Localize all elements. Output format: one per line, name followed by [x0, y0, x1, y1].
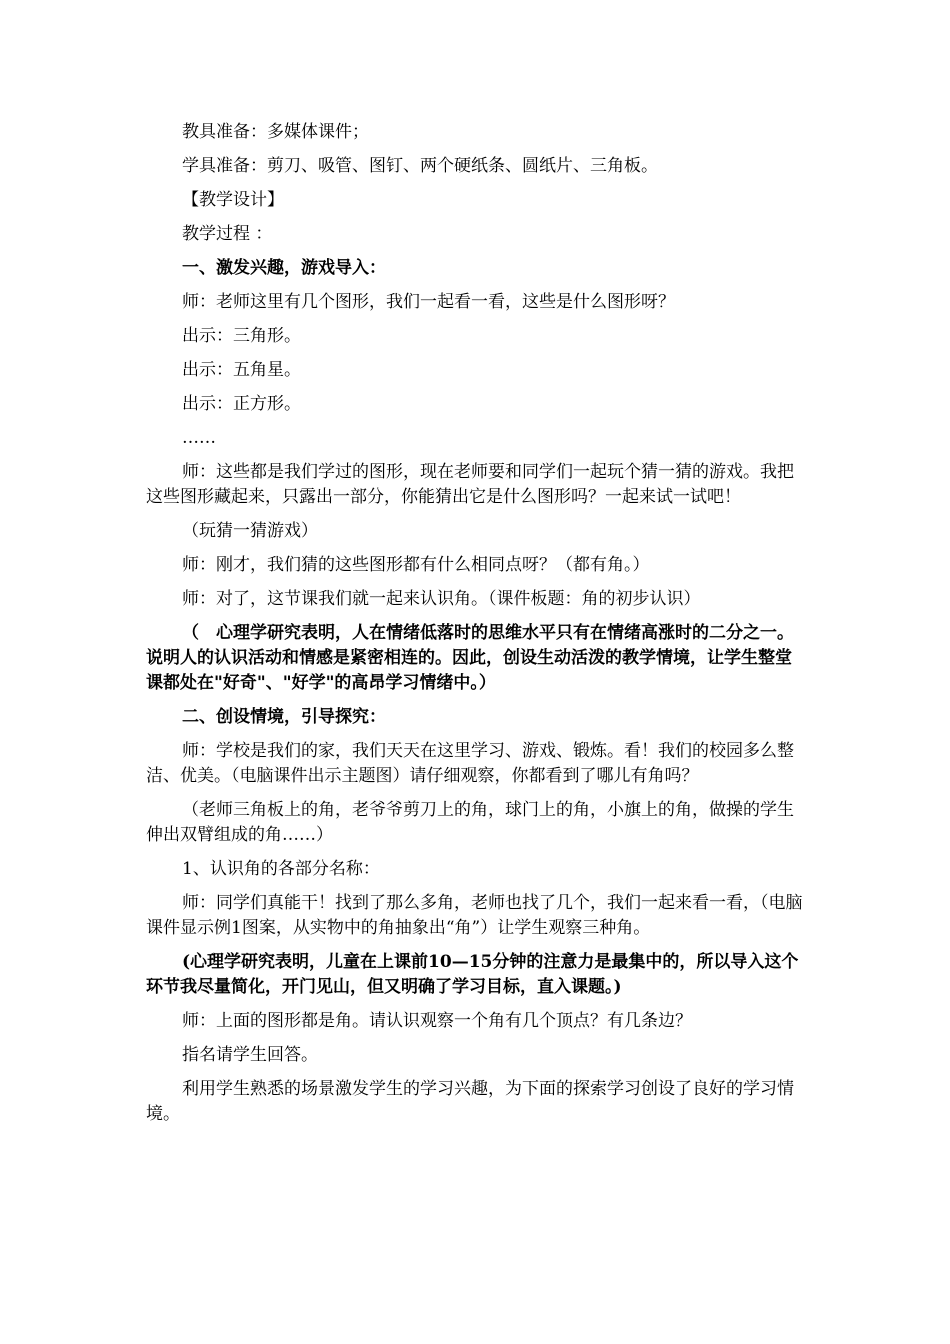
paragraph-learning-tools: 学具准备：剪刀、吸管、图钉、两个硬纸条、圆纸片、三角板。 — [182, 156, 658, 176]
paragraph-example-1: 师：同学们真能干！找到了那么多角，老师也找了几个，我们一起来看一看，（电脑课件显示例1图案，从实物中的角抽象出“角”）让学生观察三种角。 — [146, 893, 803, 938]
paragraph-angle-examples: （老师三角板上的角，老爷爷剪刀上的角，球门上的角，小旗上的角，做操的学生伸出双臂组成的角……） — [146, 800, 794, 845]
paragraph-common-point: 师：刚才，我们猜的这些图形都有什么相同点呀？（都有角。） — [182, 555, 650, 575]
section-heading-1: 一、激发兴趣，游戏导入： — [182, 258, 386, 278]
paragraph-reflection: 利用学生熟悉的场景激发学生的学习兴趣，为下面的探索学习创设了良好的学习情境。 — [146, 1079, 794, 1124]
paragraph-design-heading: 【教学设计】 — [182, 190, 284, 210]
paragraph-vertex-question: 师：上面的图形都是角。请认识观察一个角有几个顶点？有几条边？ — [182, 1011, 692, 1031]
paragraph-teacher-question: 师：老师这里有几个图形，我们一起看一看，这些是什么图形呀？ — [182, 292, 675, 312]
paragraph-ellipsis: …… — [182, 428, 216, 448]
paragraph-student-answer: 指名请学生回答。 — [182, 1045, 318, 1065]
paragraph-psychology-note-1: （ 心理学研究表明，人在情绪低落时的思维水平只有在情绪高涨时的二分之一。说明人的认识活动和情感是紧密相连的。因此，创设生动活泼的教学情境，让学生整堂课都处在"好奇"、"好学"的高昂学习情绪中。） — [146, 623, 794, 693]
paragraph-show-star: 出示：五角星。 — [182, 360, 301, 380]
paragraph-angle-parts: 1、认识角的各部分名称： — [182, 859, 380, 879]
paragraph-psychology-note-2: (心理学研究表明，儿童在上课前10—15分钟的注意力是最集中的，所以导入这个环节我尽量简化，开门见山，但又明确了学习目标，直入课题。) — [146, 952, 799, 997]
paragraph-game-intro: 师：这些都是我们学过的图形，现在老师要和同学们一起玩个猜一猜的游戏。我把这些图形藏起来，只露出一部分，你能猜出它是什么图形吗？一起来试一试吧！ — [146, 462, 794, 507]
paragraph-process-heading: 教学过程 ： — [182, 224, 273, 244]
paragraph-teaching-tools: 教具准备：多媒体课件； — [182, 122, 369, 142]
section-heading-2: 二、创设情境，引导探究： — [182, 707, 386, 727]
paragraph-show-triangle: 出示：三角形。 — [182, 326, 301, 346]
paragraph-school-scene: 师：学校是我们的家，我们天天在这里学习、游戏、锻炼。看！我们的校园多么整洁、优美。（电脑课件出示主题图）请仔细观察，你都看到了哪儿有角吗？ — [146, 741, 794, 786]
paragraph-play-game: （玩猜一猜游戏） — [182, 521, 318, 541]
paragraph-show-square: 出示：正方形。 — [182, 394, 301, 414]
paragraph-lesson-title: 师：对了，这节课我们就一起来认识角。（课件板题：角的初步认识） — [182, 589, 701, 609]
document-page — [146, 120, 806, 1136]
